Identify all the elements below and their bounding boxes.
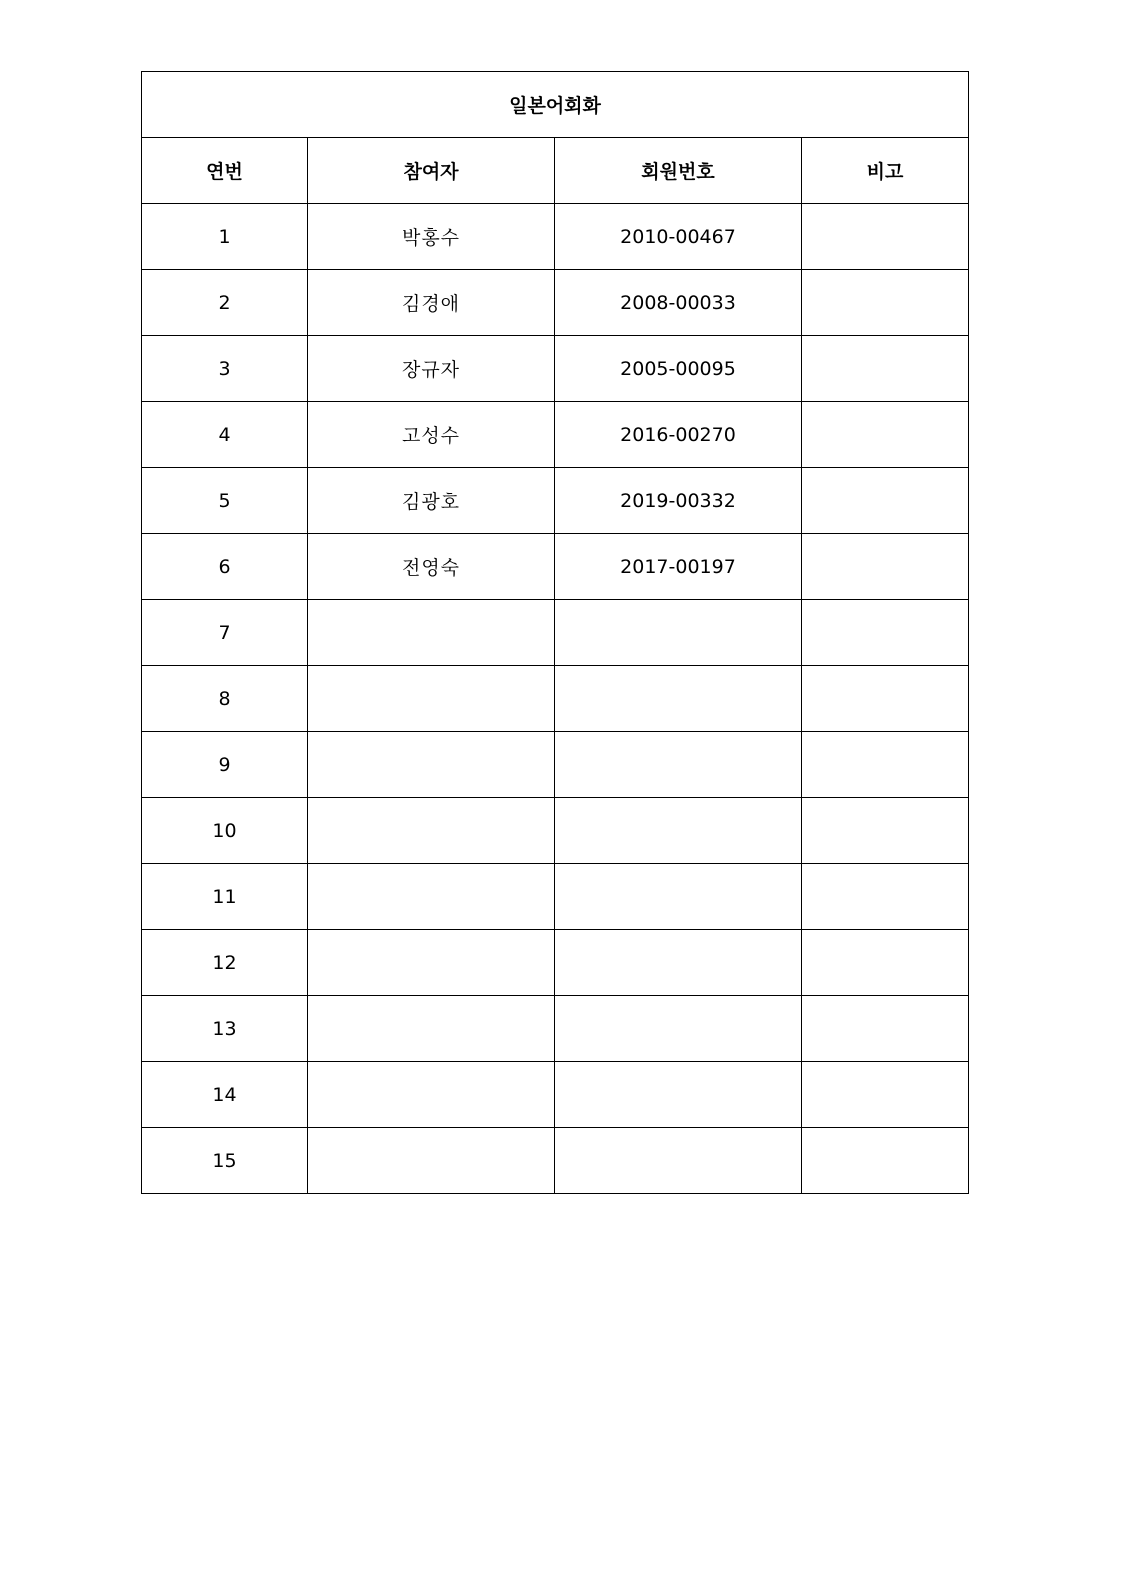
header-note: 비고 [802, 138, 969, 204]
row-number-cell: 4 [142, 402, 308, 468]
table-row [142, 864, 969, 930]
participant-cell [308, 864, 555, 930]
participant-cell: 박홍수 [308, 204, 555, 270]
row-number-cell: 11 [142, 864, 308, 930]
note-cell [802, 402, 969, 468]
participant-cell [308, 600, 555, 666]
table-row [142, 534, 969, 600]
table-row [142, 270, 969, 336]
table-row [142, 468, 969, 534]
row-number-cell: 9 [142, 732, 308, 798]
row-number-cell: 3 [142, 336, 308, 402]
header-participant: 참여자 [308, 138, 555, 204]
note-cell [802, 798, 969, 864]
note-cell [802, 1062, 969, 1128]
member-id-cell [555, 600, 802, 666]
row-number-cell: 6 [142, 534, 308, 600]
participant-cell [308, 666, 555, 732]
participant-cell: 장규자 [308, 336, 555, 402]
row-number-cell: 15 [142, 1128, 308, 1194]
table-row [142, 732, 969, 798]
member-id-cell: 2010-00467 [555, 204, 802, 270]
table-row [142, 1128, 969, 1194]
table-row [142, 798, 969, 864]
note-cell [802, 600, 969, 666]
title-row [142, 72, 969, 138]
table-row [142, 666, 969, 732]
row-number-cell: 13 [142, 996, 308, 1062]
table-row [142, 402, 969, 468]
row-number-cell: 7 [142, 600, 308, 666]
member-id-cell [555, 732, 802, 798]
note-cell [802, 1128, 969, 1194]
roster-table [141, 71, 969, 1194]
member-id-cell: 2008-00033 [555, 270, 802, 336]
note-cell [802, 996, 969, 1062]
row-number-cell: 2 [142, 270, 308, 336]
header-member-id: 회원번호 [555, 138, 802, 204]
member-id-cell: 2005-00095 [555, 336, 802, 402]
member-id-cell [555, 798, 802, 864]
note-cell [802, 534, 969, 600]
participant-cell [308, 798, 555, 864]
table-title: 일본어회화 [142, 72, 969, 138]
member-id-cell [555, 996, 802, 1062]
table-row [142, 336, 969, 402]
header-no: 연번 [142, 138, 308, 204]
row-number-cell: 5 [142, 468, 308, 534]
note-cell [802, 270, 969, 336]
note-cell [802, 930, 969, 996]
note-cell [802, 336, 969, 402]
participant-cell [308, 996, 555, 1062]
roster-sheet [141, 71, 968, 1194]
member-id-cell [555, 1062, 802, 1128]
note-cell [802, 732, 969, 798]
note-cell [802, 666, 969, 732]
member-id-cell: 2019-00332 [555, 468, 802, 534]
note-cell [802, 468, 969, 534]
table-row [142, 1062, 969, 1128]
participant-cell [308, 732, 555, 798]
member-id-cell [555, 666, 802, 732]
row-number-cell: 10 [142, 798, 308, 864]
note-cell [802, 204, 969, 270]
member-id-cell [555, 930, 802, 996]
row-number-cell: 1 [142, 204, 308, 270]
table-row [142, 930, 969, 996]
roster-body [142, 204, 969, 1194]
participant-cell: 고성수 [308, 402, 555, 468]
header-row [142, 138, 969, 204]
table-row [142, 204, 969, 270]
member-id-cell: 2017-00197 [555, 534, 802, 600]
participant-cell: 전영숙 [308, 534, 555, 600]
participant-cell [308, 930, 555, 996]
row-number-cell: 14 [142, 1062, 308, 1128]
table-row [142, 996, 969, 1062]
member-id-cell: 2016-00270 [555, 402, 802, 468]
participant-cell [308, 1128, 555, 1194]
participant-cell [308, 1062, 555, 1128]
note-cell [802, 864, 969, 930]
participant-cell: 김광호 [308, 468, 555, 534]
member-id-cell [555, 1128, 802, 1194]
member-id-cell [555, 864, 802, 930]
participant-cell: 김경애 [308, 270, 555, 336]
row-number-cell: 12 [142, 930, 308, 996]
row-number-cell: 8 [142, 666, 308, 732]
table-row [142, 600, 969, 666]
